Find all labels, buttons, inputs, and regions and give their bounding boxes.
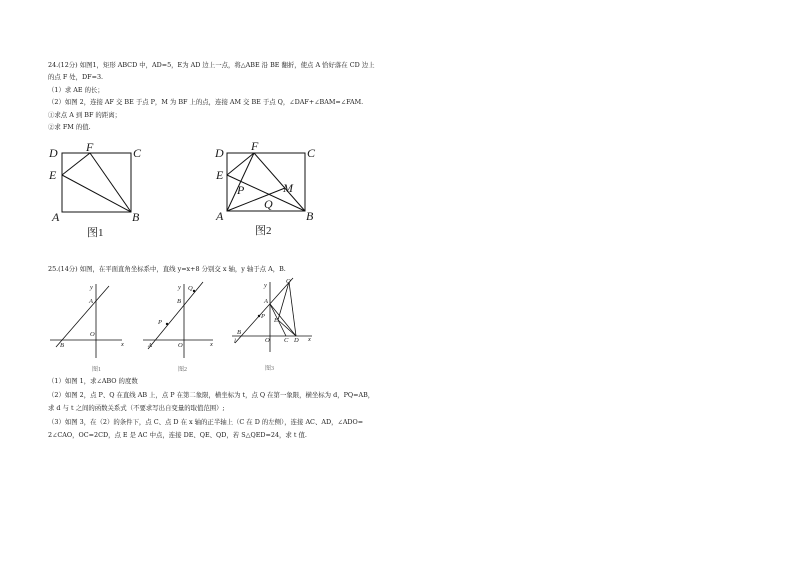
label-d: D bbox=[49, 146, 58, 160]
q24-figure-2 bbox=[210, 138, 320, 238]
segment-ef bbox=[62, 153, 90, 175]
segment-eb bbox=[62, 175, 131, 212]
label-p: P bbox=[237, 183, 245, 197]
label-c: C bbox=[307, 146, 316, 160]
figure-3-caption: 图3 bbox=[265, 366, 275, 372]
label-p: P bbox=[158, 319, 162, 326]
label-a: A bbox=[52, 210, 60, 224]
label-e: E bbox=[49, 168, 57, 182]
point-p bbox=[166, 323, 168, 325]
label-a: A bbox=[216, 209, 224, 223]
q25-figure-2 bbox=[140, 278, 225, 373]
label-m: M bbox=[283, 181, 293, 195]
label-b: B bbox=[177, 298, 181, 305]
figure-1-caption: 图1 bbox=[87, 227, 104, 239]
label-o: O bbox=[178, 342, 183, 349]
label-y: y bbox=[90, 284, 93, 291]
label-o: O bbox=[90, 331, 95, 338]
q25-line-2: （2）如图 2，点 P、Q 在直线 AB 上，点 P 在第二象限，横坐标为 t，点 Q 在第一象限，横坐标为 d，PQ=AB， bbox=[48, 391, 375, 399]
point-p bbox=[258, 315, 260, 317]
figure-2-caption: 图2 bbox=[178, 367, 188, 373]
label-b: B bbox=[60, 342, 64, 349]
label-b: B bbox=[132, 210, 140, 224]
segment-qd bbox=[289, 282, 296, 336]
label-o: O bbox=[265, 337, 270, 344]
label-a: A bbox=[148, 342, 152, 349]
label-f: F bbox=[86, 140, 94, 154]
q25-intro: 25.(14分) 如图，在平面直角坐标系中，直线 y=x+8 分别交 x 轴，y 轴于点 A，B. bbox=[48, 265, 286, 273]
q25-figure-3 bbox=[228, 274, 318, 374]
q25-line-3: 求 d 与 t 之间的函数关系式（不要求写出自变量的取值范围）; bbox=[48, 404, 225, 412]
segment-de bbox=[278, 320, 296, 336]
q25-figure-1 bbox=[42, 278, 132, 373]
label-q: Q bbox=[188, 285, 193, 292]
label-p: P bbox=[261, 313, 265, 320]
label-x: x bbox=[210, 341, 213, 348]
label-q: Q bbox=[286, 278, 291, 285]
label-l: l bbox=[234, 338, 236, 345]
label-y: y bbox=[264, 282, 267, 289]
q24-line-6: ②求 FM 的值. bbox=[48, 123, 91, 131]
q24-line-2: 的点 F 处，DF=3. bbox=[48, 73, 104, 81]
point-q bbox=[193, 290, 195, 292]
q24-line-5: ①求点 A 到 BF 的距离； bbox=[48, 111, 121, 119]
segment-fb bbox=[90, 153, 131, 212]
label-x: x bbox=[308, 336, 311, 343]
q24-line-3: （1）求 AE 的长； bbox=[48, 86, 104, 94]
label-d: D bbox=[294, 337, 299, 344]
label-q: Q bbox=[264, 197, 273, 211]
label-c: C bbox=[133, 146, 142, 160]
label-a: A bbox=[264, 298, 268, 305]
q25-line-4: （3）如图 3，在（2）的条件下，点 C、点 D 在 x 轴的正半轴上（C 在 D 的左侧），连接 AC、AD，∠ADO= bbox=[48, 418, 364, 426]
label-e: E bbox=[216, 168, 224, 182]
label-d: D bbox=[215, 146, 224, 160]
label-a: A bbox=[89, 298, 93, 305]
segment-ef bbox=[227, 153, 254, 175]
label-e: E bbox=[274, 317, 278, 324]
segment-fb bbox=[254, 153, 305, 211]
line-ab bbox=[148, 282, 203, 349]
segment-qe bbox=[278, 282, 289, 320]
line-ab bbox=[56, 286, 109, 347]
q24-figure-1 bbox=[40, 140, 160, 240]
figure-2-caption: 图2 bbox=[255, 225, 272, 237]
figure-1-caption: 图1 bbox=[92, 367, 102, 373]
q25-line-1: （1）如图 1，求∠ABO 的度数 bbox=[48, 377, 138, 385]
label-y: y bbox=[178, 284, 181, 291]
label-x: x bbox=[121, 341, 124, 348]
label-b: B bbox=[237, 329, 241, 336]
label-f: F bbox=[251, 139, 259, 153]
q24-line-1: 24.(12分) 如图1，矩形 ABCD 中，AD=5，E为 AD 边上一点，将△ABE 沿 BE 翻折，使点 A 恰好落在 CD 边上 bbox=[48, 61, 375, 69]
label-b: B bbox=[306, 209, 314, 223]
q24-line-4: （2）如图 2，连接 AF 交 BE 于点 P，M 为 BF 上的点，连接 AM 交 BE 于点 Q，∠DAF+∠BAM=∠FAM. bbox=[48, 98, 364, 106]
label-c: C bbox=[284, 337, 289, 344]
q25-line-5: 2∠CAO，OC=2CD，点 E 是 AC 中点，连接 DE、QE、QD，若 S△QED=24，求 t 值. bbox=[48, 431, 307, 439]
